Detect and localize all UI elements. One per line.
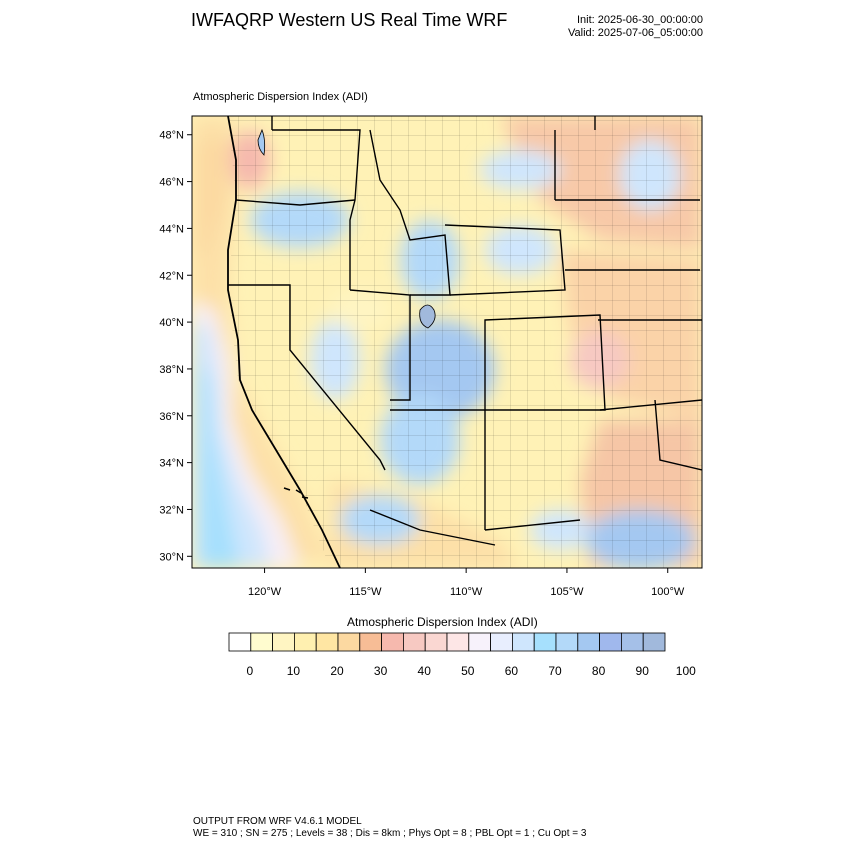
colorbar-swatch [425,633,447,651]
lat-label: 40°N [159,317,184,330]
colorbar-swatch [556,633,578,651]
colorbar-swatch [447,633,469,651]
lon-label: 110°W [449,586,483,598]
colorbar-swatch [600,633,622,651]
colorbar-swatch [251,633,273,651]
valid-time: Valid: 2025-07-06_05:00:00 [568,27,703,39]
colorbar-swatch [316,633,338,651]
colorbar-swatch [403,633,425,651]
footer-line-1: OUTPUT FROM WRF V4.6.1 MODEL [193,816,362,827]
colorbar-swatch [273,633,295,651]
colorbar-label: 20 [330,664,344,678]
colorbar-label: 10 [286,664,301,678]
lon-label: 105°W [550,586,584,598]
colorbar [229,633,696,678]
colorbar-label: 100 [675,664,696,678]
colorbar-swatch [621,633,643,651]
lon-label: 120°W [247,586,282,598]
page-title: IWFAQRP Western US Real Time WRF [191,10,508,30]
colorbar-label: 50 [461,664,475,678]
lon-label: 100°W [651,586,685,598]
lat-label: 44°N [159,223,184,236]
colorbar-label: 40 [417,664,431,678]
colorbar-title: Atmospheric Dispersion Index (ADI) [347,615,538,629]
lat-label: 38°N [159,363,184,376]
colorbar-swatch [491,633,513,651]
lat-label: 34°N [159,457,184,470]
lon-ticks [248,568,685,598]
colorbar-swatch [229,633,251,651]
init-time: Init: 2025-06-30_00:00:00 [577,14,703,26]
lat-label: 48°N [159,129,184,142]
colorbar-swatch [578,633,600,651]
lat-label: 32°N [159,504,184,517]
lat-label: 36°N [159,410,184,423]
lat-label: 42°N [159,270,184,283]
colorbar-swatch [512,633,534,651]
colorbar-label: 90 [635,664,649,678]
colorbar-label: 70 [548,664,562,678]
colorbar-swatch [360,633,382,651]
colorbar-swatch [338,633,360,651]
colorbar-label: 60 [504,664,519,678]
colorbar-label: 0 [246,664,254,678]
colorbar-swatch [382,633,404,651]
map-field [192,116,702,570]
colorbar-swatch [294,633,316,651]
lon-label: 115°W [349,586,382,598]
field-label: Atmospheric Dispersion Index (ADI) [193,91,368,103]
lat-label: 46°N [159,176,184,189]
lat-label: 30°N [159,551,184,564]
colorbar-label: 80 [591,664,606,678]
colorbar-swatch [643,633,665,651]
lat-ticks [159,130,192,564]
colorbar-swatch [469,633,491,651]
colorbar-swatch [534,633,556,651]
model-footer [193,816,586,840]
colorbar-label: 30 [373,664,388,678]
footer-line-2: WE = 310 ; SN = 275 ; Levels = 38 ; Dis = 8km ; Phys Opt = 8 ; PBL Opt = 1 ; Cu Opt = 3 [193,828,587,839]
